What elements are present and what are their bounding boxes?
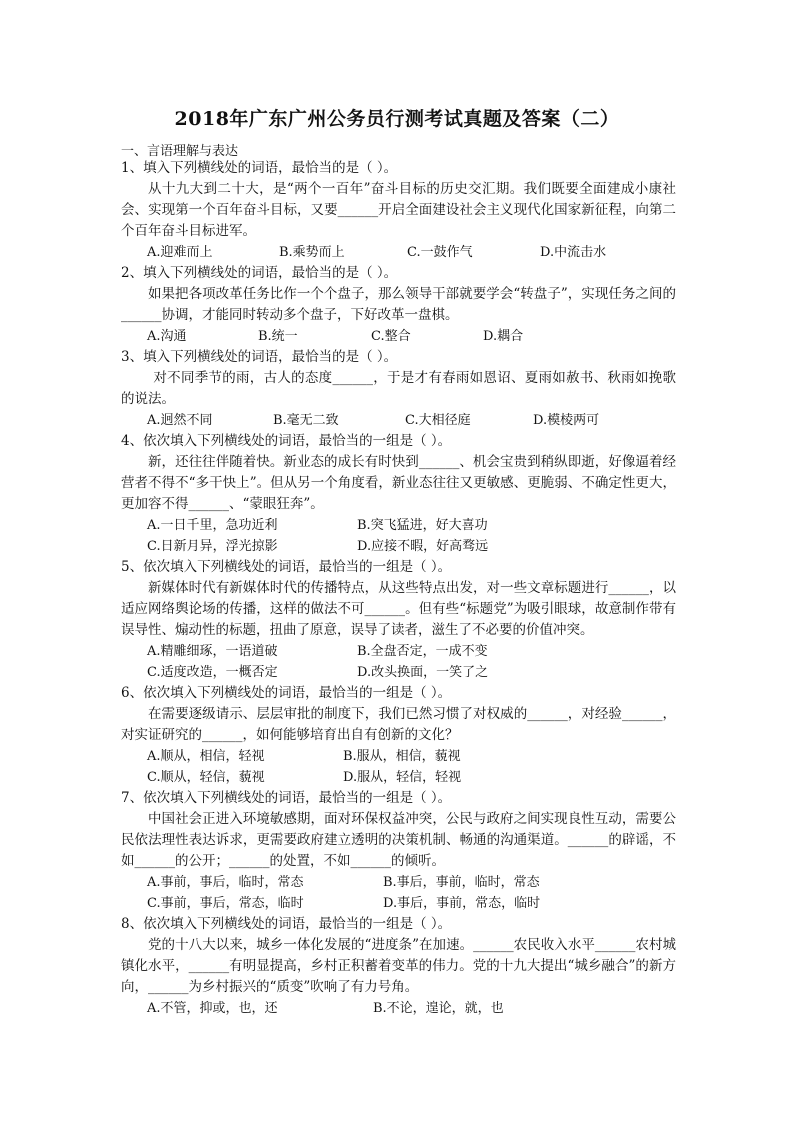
option-d: D.模棱两可	[533, 413, 600, 428]
question-list	[121, 158, 676, 1019]
option-row	[121, 998, 676, 1019]
question-text: 从十九大到二十大，是“两个一百年”奋斗目标的历史交汇期。我们既要全面建成小康社会、实现第一个百年奋斗目标，又要______开启全面建设社会主义现代化国家新征程，向第二个百年奋斗目标进军。	[121, 181, 676, 239]
option-a: A.沟通	[147, 329, 187, 344]
option-d: D.改头换面，一笑了之	[357, 665, 489, 680]
option-row	[121, 767, 676, 788]
question-text: 新，还往往伴随着快。新业态的成长有时快到______、机会宝贵到稍纵即逝，好像逼着经营者不得不“多干快上”。但从另一个角度看，新业态往往又更敏感、更脆弱、不确定性更大，更加容不得______、“蒙眼狂奔”。	[121, 454, 676, 512]
question-header: 3、填入下列横线处的词语，最恰当的是（ ）。	[121, 349, 398, 365]
option-row	[121, 872, 676, 893]
option-row	[121, 641, 676, 662]
option-c: C.适度改造，一概否定	[147, 665, 278, 680]
question-header: 1、填入下列横线处的词语，最恰当的是（ ）。	[121, 160, 398, 176]
option-c: C.事前，事后，常态，临时	[147, 896, 304, 911]
question-header: 6、依次填入下列横线处的词语，最恰当的一组是（ ）。	[121, 685, 452, 701]
option-row	[121, 515, 676, 536]
question-3	[121, 347, 676, 431]
option-a: A.不管，抑或，也，还	[147, 1001, 278, 1016]
option-a: A.迥然不同	[147, 413, 213, 428]
option-row	[121, 242, 676, 263]
option-b: B.乘势而上	[279, 245, 345, 260]
option-a: A.事前，事后，临时，常态	[147, 875, 304, 890]
option-a: A.顺从，相信，轻视	[147, 749, 265, 764]
option-b: B.事后，事前，临时，常态	[383, 875, 540, 890]
option-d: D.服从，轻信，轻视	[343, 770, 462, 785]
option-a: A.一日千里，急功近利	[147, 518, 278, 533]
option-c: C.一鼓作气	[407, 245, 473, 260]
question-text: 对不同季节的雨，古人的态度______，于是才有春雨如恩诏、夏雨如赦书、秋雨如挽歌的说法。	[121, 370, 676, 407]
option-b: B.突飞猛进，好大喜功	[357, 518, 488, 533]
option-a: A.迎难而上	[147, 245, 213, 260]
option-row	[121, 536, 676, 557]
question-6	[121, 683, 676, 788]
option-b: B.统一	[258, 329, 298, 344]
option-d: D.事后，事前，常态，临时	[383, 896, 541, 911]
question-header: 5、依次填入下列横线处的词语，最恰当的一组是（ ）。	[121, 559, 452, 575]
option-c: C.日新月异，浮光掠影	[147, 539, 278, 554]
question-7	[121, 788, 676, 914]
option-row	[121, 410, 676, 431]
question-header: 2、填入下列横线处的词语，最恰当的是（ ）。	[121, 265, 398, 281]
question-text: 如果把各项改革任务比作一个个盘子，那么领导干部就要学会“转盘子”，实现任务之间的______协调，才能同时转动多个盘子，下好改革一盘棋。	[121, 286, 676, 323]
question-2	[121, 263, 676, 347]
question-1	[121, 158, 676, 263]
question-text: 中国社会正进入环境敏感期，面对环保权益冲突，公民与政府之间实现良性互动，需要公民依法理性表达诉求，更需要政府建立透明的决策机制、畅通的沟通渠道。______的辟谣，不如______的公开；______的处置，不如______的倾听。	[121, 811, 676, 869]
option-c: C.整合	[371, 329, 411, 344]
question-header: 8、依次填入下列横线处的词语，最恰当的一组是（ ）。	[121, 916, 452, 932]
question-text: 新媒体时代有新媒体时代的传播特点，从这些特点出发，对一些文章标题进行______，以适应网络舆论场的传播，这样的做法不可______。但有些“标题党”为吸引眼球，故意制作带有误导性、煽动性的标题，扭曲了原意，误导了读者，滋生了不必要的价值冲突。	[121, 580, 676, 638]
option-b: B.毫无二致	[273, 413, 339, 428]
option-row	[121, 662, 676, 683]
question-text: 党的十八大以来，城乡一体化发展的“进度条”在加速。______农民收入水平______农村城镇化水平，______有明显提高，乡村正积蓄着变革的伟力。党的十九大提出“城乡融合”的新方向，______为乡村振兴的“质变”吹响了有力号角。	[121, 937, 676, 995]
option-b: B.服从，相信，藐视	[343, 749, 461, 764]
page-title: 2018年广东广州公务员行测考试真题及答案（二）	[174, 108, 620, 130]
option-d: D.应接不暇，好高骛远	[357, 539, 489, 554]
option-a: A.精雕细琢，一语道破	[147, 644, 278, 659]
question-4	[121, 431, 676, 557]
question-header: 7、依次填入下列横线处的词语，最恰当的一组是（ ）。	[121, 790, 452, 806]
option-d: D.耦合	[483, 329, 524, 344]
option-c: C.顺从，轻信，藐视	[147, 770, 265, 785]
section-heading: 一、言语理解与表达	[121, 144, 239, 159]
option-row	[121, 326, 676, 347]
question-text: 在需要逐级请示、层层审批的制度下，我们已然习惯了对权威的______，对经验______，对实证研究的______，如何能够培育出自有创新的文化？	[121, 706, 676, 743]
question-5	[121, 557, 676, 683]
option-row	[121, 893, 676, 914]
option-c: C.大相径庭	[405, 413, 471, 428]
option-b: B.全盘否定，一成不变	[357, 644, 488, 659]
option-d: D.中流击水	[540, 245, 607, 260]
option-b: B.不论，遑论，就，也	[373, 1001, 504, 1016]
option-row	[121, 746, 676, 767]
question-8	[121, 914, 676, 1019]
question-header: 4、依次填入下列横线处的词语，最恰当的一组是（ ）。	[121, 433, 452, 449]
